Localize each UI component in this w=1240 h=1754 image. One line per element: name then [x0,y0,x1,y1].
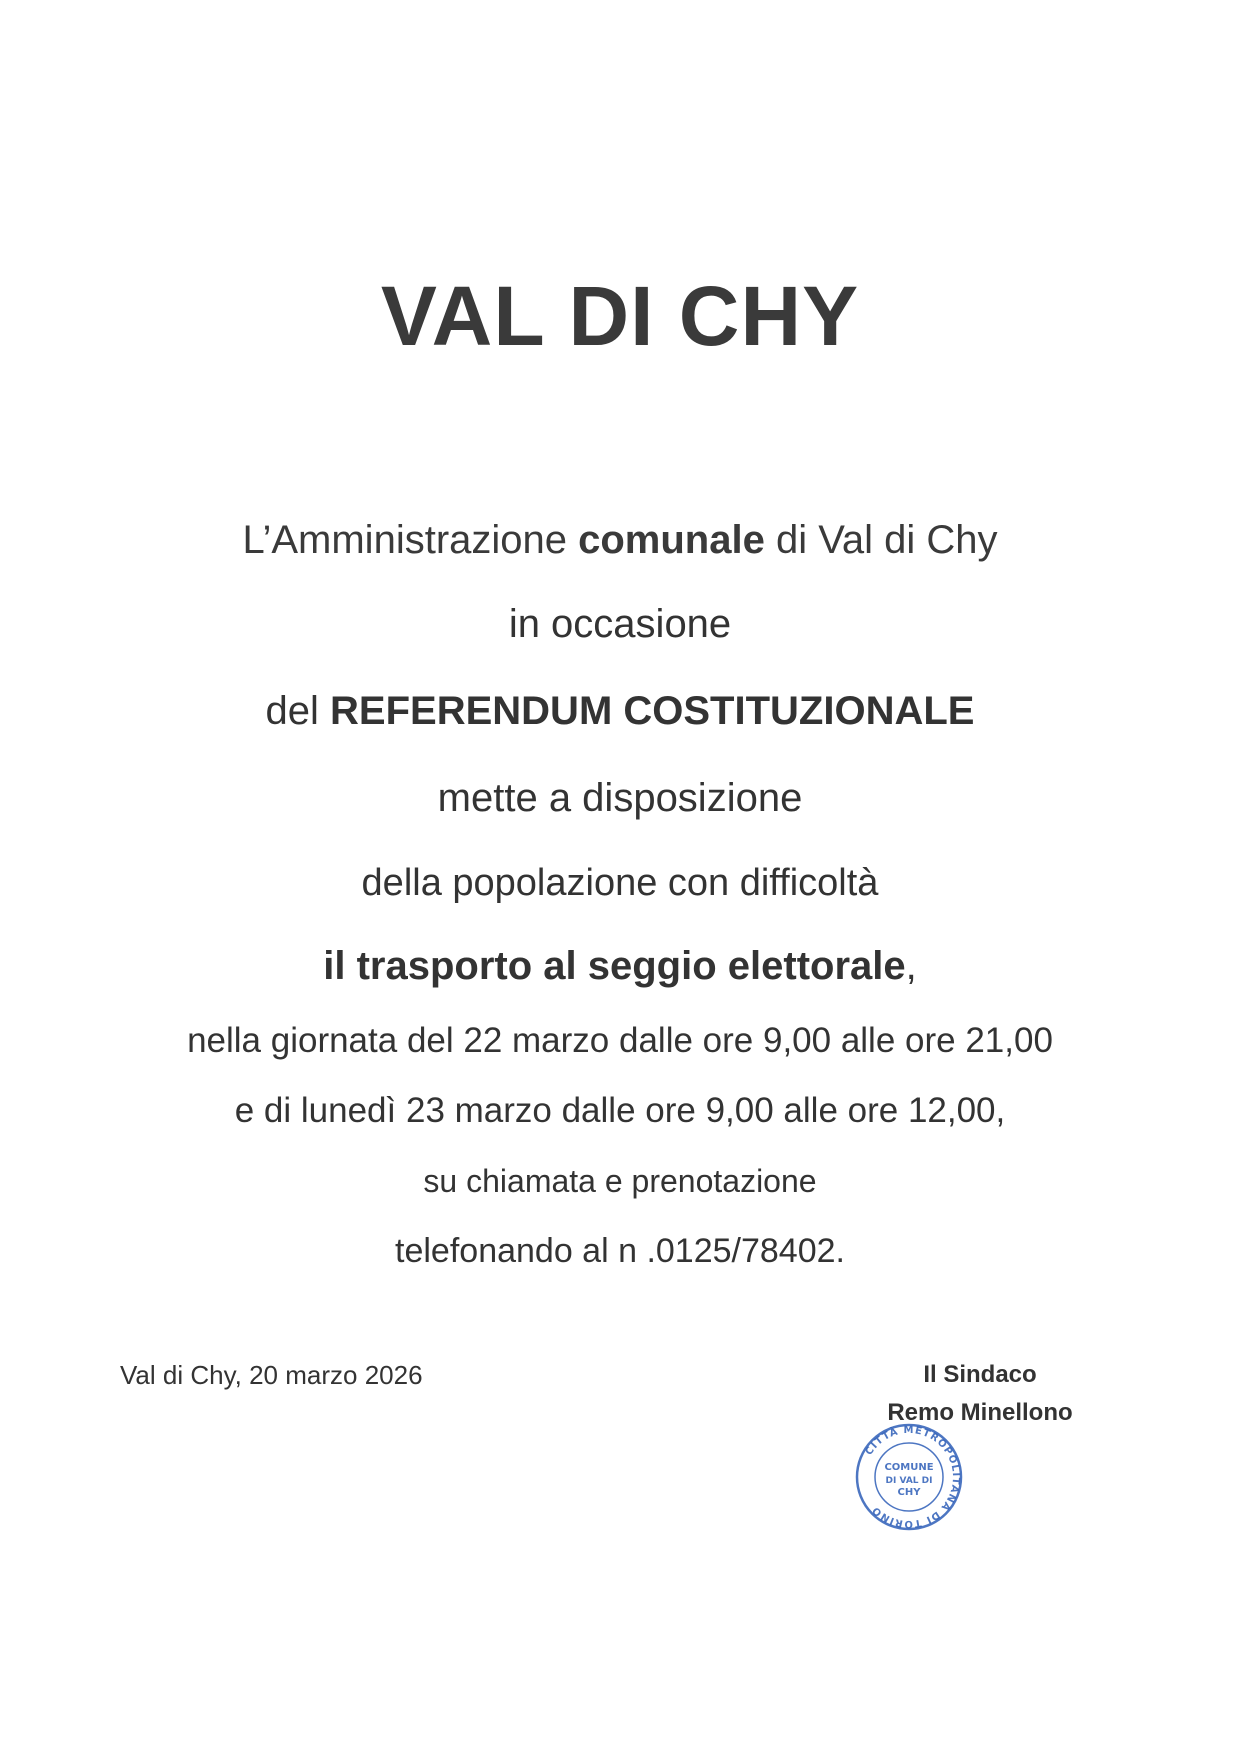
stamp-inner-line-2: DI VAL DI [885,1476,933,1486]
notice-line-referendum [0,666,1240,756]
notice-line-6a: il trasporto al seggio elettorale [323,944,906,988]
notice-line-1b: comunale [578,518,765,562]
notice-line-3a: del [265,689,331,733]
notice-line-administration [0,498,1240,582]
document-title: VAL DI CHY [380,269,860,363]
place-and-date: Val di Chy, 20 marzo 2026 [120,1360,423,1390]
notice-line-6b: , [905,944,917,988]
notice-line-phone: telefonando al n .0125/78402. [395,1232,845,1270]
signer-name: Remo Minellono [887,1399,1073,1426]
signer-role: Il Sindaco [923,1361,1037,1388]
stamp-outer-text: CITTÀ METROPOLITANA DI TORINO [863,1424,962,1530]
notice-line-3b: REFERENDUM COSTITUZIONALE [330,689,975,733]
notice-line-1a: L’Amministrazione [242,518,579,562]
stamp-inner-line-1: COMUNE [884,1462,934,1473]
notice-line-occasion: in occasione [508,602,732,646]
municipal-stamp-icon [854,1422,964,1532]
notice-line-provides: mette a disposizione [437,776,803,820]
notice-body [0,498,1240,1286]
notice-line-1c: di Val di Chy [764,518,998,562]
stamp-inner-line-3: CHY [897,1487,921,1498]
notice-line-booking: su chiamata e prenotazione [423,1163,817,1199]
notice-line-transport [0,926,1240,1006]
notice-line-population: della popolazione con difficoltà [361,862,879,904]
notice-line-day-two: e di lunedì 23 marzo dalle ore 9,00 alle ore 12,00, [234,1091,1006,1130]
signature-block [780,1356,1180,1432]
notice-line-day-one: nella giornata del 22 marzo dalle ore 9,00 alle ore 21,00 [187,1021,1053,1060]
